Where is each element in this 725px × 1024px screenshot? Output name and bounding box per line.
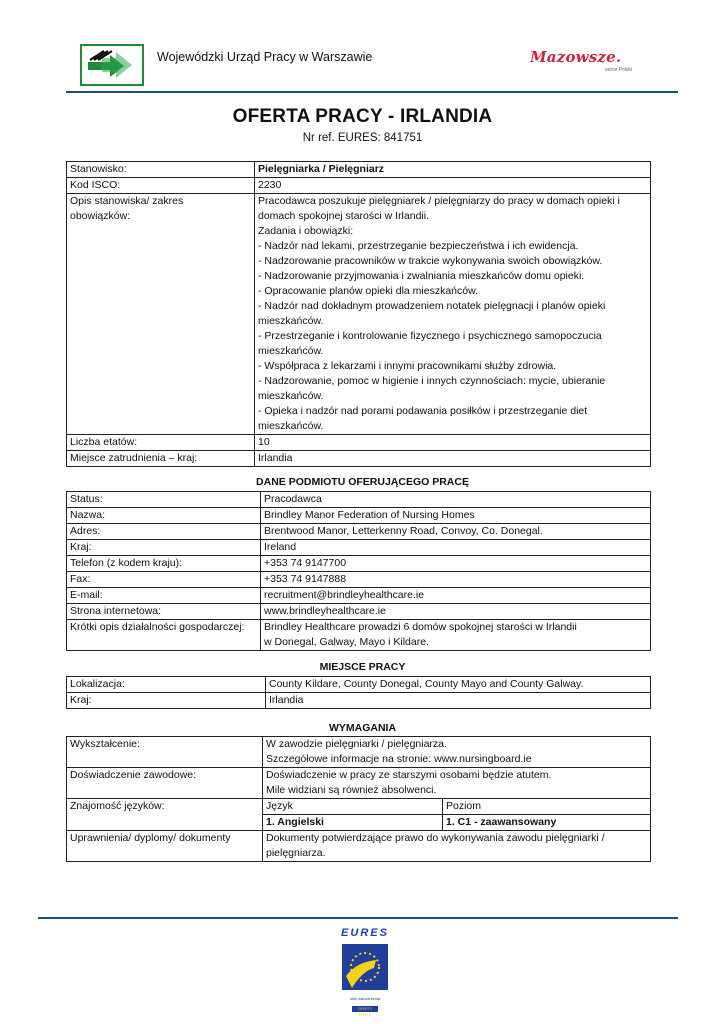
address-label: Adres: — [67, 524, 261, 540]
activity-label: Krótki opis działalności gospodarczej: — [67, 620, 261, 651]
table-row — [67, 620, 651, 651]
eures-emblem-icon — [330, 926, 400, 1016]
table-row — [67, 572, 651, 588]
workplace-table — [66, 676, 651, 709]
education-label: Wykształcenie: — [67, 737, 263, 768]
table-row — [67, 831, 651, 862]
documents-label: Uprawnienia/ dyplomy/ dokumenty — [67, 831, 263, 862]
country-label: Kraj: — [67, 540, 261, 556]
documents-line: pielęgniarza. — [266, 847, 326, 859]
table-row — [67, 492, 651, 508]
fax-value: +353 74 9147888 — [261, 572, 651, 588]
description-label — [67, 194, 255, 435]
table-row — [67, 677, 651, 693]
documents-line: Dokumenty potwierdzające prawo do wykonywania zawodu pielęgniarki / — [266, 832, 605, 844]
position-value: Pielęgniarka / Pielęgniarz — [255, 162, 651, 178]
documents-value — [263, 831, 651, 862]
education-line: Szczegółowe informacje na stronie: www.nursingboard.ie — [266, 753, 532, 765]
description-line: - Nadzorowanie pracowników w trakcie wykonywania swoich obowiązków. — [258, 255, 603, 267]
description-line: Zadania i obowiązki: — [258, 225, 354, 237]
name-value: Brindley Manor Federation of Nursing Homes — [261, 508, 651, 524]
language-value: 1. Angielski — [263, 815, 443, 831]
education-value — [263, 737, 651, 768]
table-row — [67, 556, 651, 572]
eures-logo-badge: OFERTY PRACY — [357, 1007, 373, 1017]
level-value: 1. C1 - zaawansowany — [443, 815, 651, 831]
description-line: - Przestrzeganie i kontrolowanie fizycznego i psychicznego samopoczucia — [258, 330, 602, 342]
workplace-location-value: County Kildare, County Donegal, County Mayo and County Galway. — [266, 677, 651, 693]
requirements-table — [66, 736, 651, 862]
header-divider — [66, 91, 678, 93]
description-label-line: obowiązków: — [70, 210, 131, 222]
description-line: Pracodawca poszukuje pielęgniarek / pielęgniarzy do pracy w domach opieki i — [258, 195, 620, 207]
position-label: Stanowisko: — [67, 162, 255, 178]
workplace-section-title: MIEJSCE PRACY — [319, 661, 406, 673]
experience-label: Doświadczenie zawodowe: — [67, 768, 263, 799]
description-value — [255, 194, 651, 435]
table-row — [67, 508, 651, 524]
wup-logo — [80, 44, 144, 86]
table-row — [67, 162, 651, 178]
description-line: mieszkańców. — [258, 345, 324, 357]
country-value: Ireland — [261, 540, 651, 556]
mazowsze-logo — [530, 48, 642, 78]
table-row — [67, 604, 651, 620]
table-row — [67, 693, 651, 709]
table-row — [67, 588, 651, 604]
description-label-line: Opis stanowiska/ zakres — [70, 195, 184, 207]
experience-value — [263, 768, 651, 799]
education-line: W zawodzie pielęgniarki / pielęgniarza. — [266, 738, 447, 750]
activity-line: w Donegal, Galway, Mayo i Kildare. — [264, 636, 429, 648]
table-row — [67, 524, 651, 540]
workplace-location-label: Lokalizacja: — [67, 677, 266, 693]
table-row — [67, 737, 651, 768]
activity-value — [261, 620, 651, 651]
organization-name: Wojewódzki Urząd Pracy w Warszawie — [157, 50, 373, 64]
fax-label: Fax: — [67, 572, 261, 588]
description-line: - Nadzór nad dokładnym prowadzeniem notatek pielęgnacji i planów opieki — [258, 300, 606, 312]
phone-value: +353 74 9147700 — [261, 556, 651, 572]
table-row — [67, 768, 651, 799]
description-line: - Nadzorowanie, pomoc w higienie i innych czynnościach: mycie, ubieranie — [258, 375, 606, 387]
employer-section-title: DANE PODMIOTU OFERUJĄCEGO PRACĘ — [256, 476, 469, 488]
description-line: - Opracowanie planów opieki dla mieszkańców. — [258, 285, 479, 297]
website-label: Strona internetowa: — [67, 604, 261, 620]
description-line: mieszkańców. — [258, 390, 324, 402]
table-row — [67, 435, 651, 451]
phone-label: Telefon (z kodem kraju): — [67, 556, 261, 572]
address-value: Brentwood Manor, Letterkenny Road, Convoy, Co. Donegal. — [261, 524, 651, 540]
status-label: Status: — [67, 492, 261, 508]
email-label: E-mail: — [67, 588, 261, 604]
name-label: Nazwa: — [67, 508, 261, 524]
table-row — [67, 451, 651, 467]
description-line: mieszkańców. — [258, 420, 324, 432]
email-value[interactable]: recruitment@brindleyhealthcare.ie — [261, 588, 651, 604]
mazowsze-logo-subtitle: serce Polski — [605, 67, 632, 73]
work-country-label: Miejsce zatrudnienia – kraj: — [67, 451, 255, 467]
table-row — [67, 178, 651, 194]
requirements-section-title: WYMAGANIA — [328, 722, 397, 734]
level-header: Poziom — [443, 799, 651, 815]
description-line: domach spokojnej starości w Irlandii. — [258, 210, 429, 222]
isco-value: 2230 — [255, 178, 651, 194]
count-label: Liczba etatów: — [67, 435, 255, 451]
table-row — [67, 540, 651, 556]
status-value: Pracodawca — [261, 492, 651, 508]
eures-logo — [330, 926, 400, 1016]
table-row — [67, 799, 651, 815]
workplace-country-value: Irlandia — [266, 693, 651, 709]
activity-line: Brindley Healthcare prowadzi 6 domów spokojnej starości w Irlandii — [264, 621, 577, 633]
description-line: - Nadzór nad lekami, przestrzeganie bezpieczeństwa i ich ewidencja. — [258, 240, 579, 252]
employer-table — [66, 491, 651, 651]
language-header: Język — [263, 799, 443, 815]
table-row — [67, 194, 651, 435]
isco-label: Kod ISCO: — [67, 178, 255, 194]
eures-logo-subtitle: sieć zatrudnienia — [349, 996, 381, 1001]
description-line: - Nadzorowanie przyjmowania i zwalniania mieszkańców domu opieki. — [258, 270, 585, 282]
page-title: OFERTA PRACY - IRLANDIA — [232, 106, 493, 127]
languages-label: Znajomość języków: — [67, 799, 263, 831]
mazowsze-logo-text: Mazowsze. — [530, 48, 622, 66]
count-value: 10 — [255, 435, 651, 451]
experience-line: Doświadczenie w pracy ze starszymi osobami będzie atutem. — [266, 769, 552, 781]
workplace-country-label: Kraj: — [67, 693, 266, 709]
experience-line: Mile widziani są również absolwenci. — [266, 784, 437, 796]
website-value[interactable]: www.brindleyhealthcare.ie — [261, 604, 651, 620]
description-line: - Opieka i nadzór nad porami podawania posiłków i przestrzeganie diet — [258, 405, 588, 417]
description-line: - Współpraca z lekarzami i innymi pracownikami służby zdrowia. — [258, 360, 557, 372]
eures-logo-text: EURES — [341, 927, 389, 939]
position-table — [66, 161, 651, 467]
footer-divider — [38, 917, 678, 919]
arrows-icon — [82, 46, 142, 84]
description-line: mieszkańców. — [258, 315, 324, 327]
reference-number: Nr ref. EURES: 841751 — [302, 132, 423, 144]
work-country-value: Irlandia — [255, 451, 651, 467]
